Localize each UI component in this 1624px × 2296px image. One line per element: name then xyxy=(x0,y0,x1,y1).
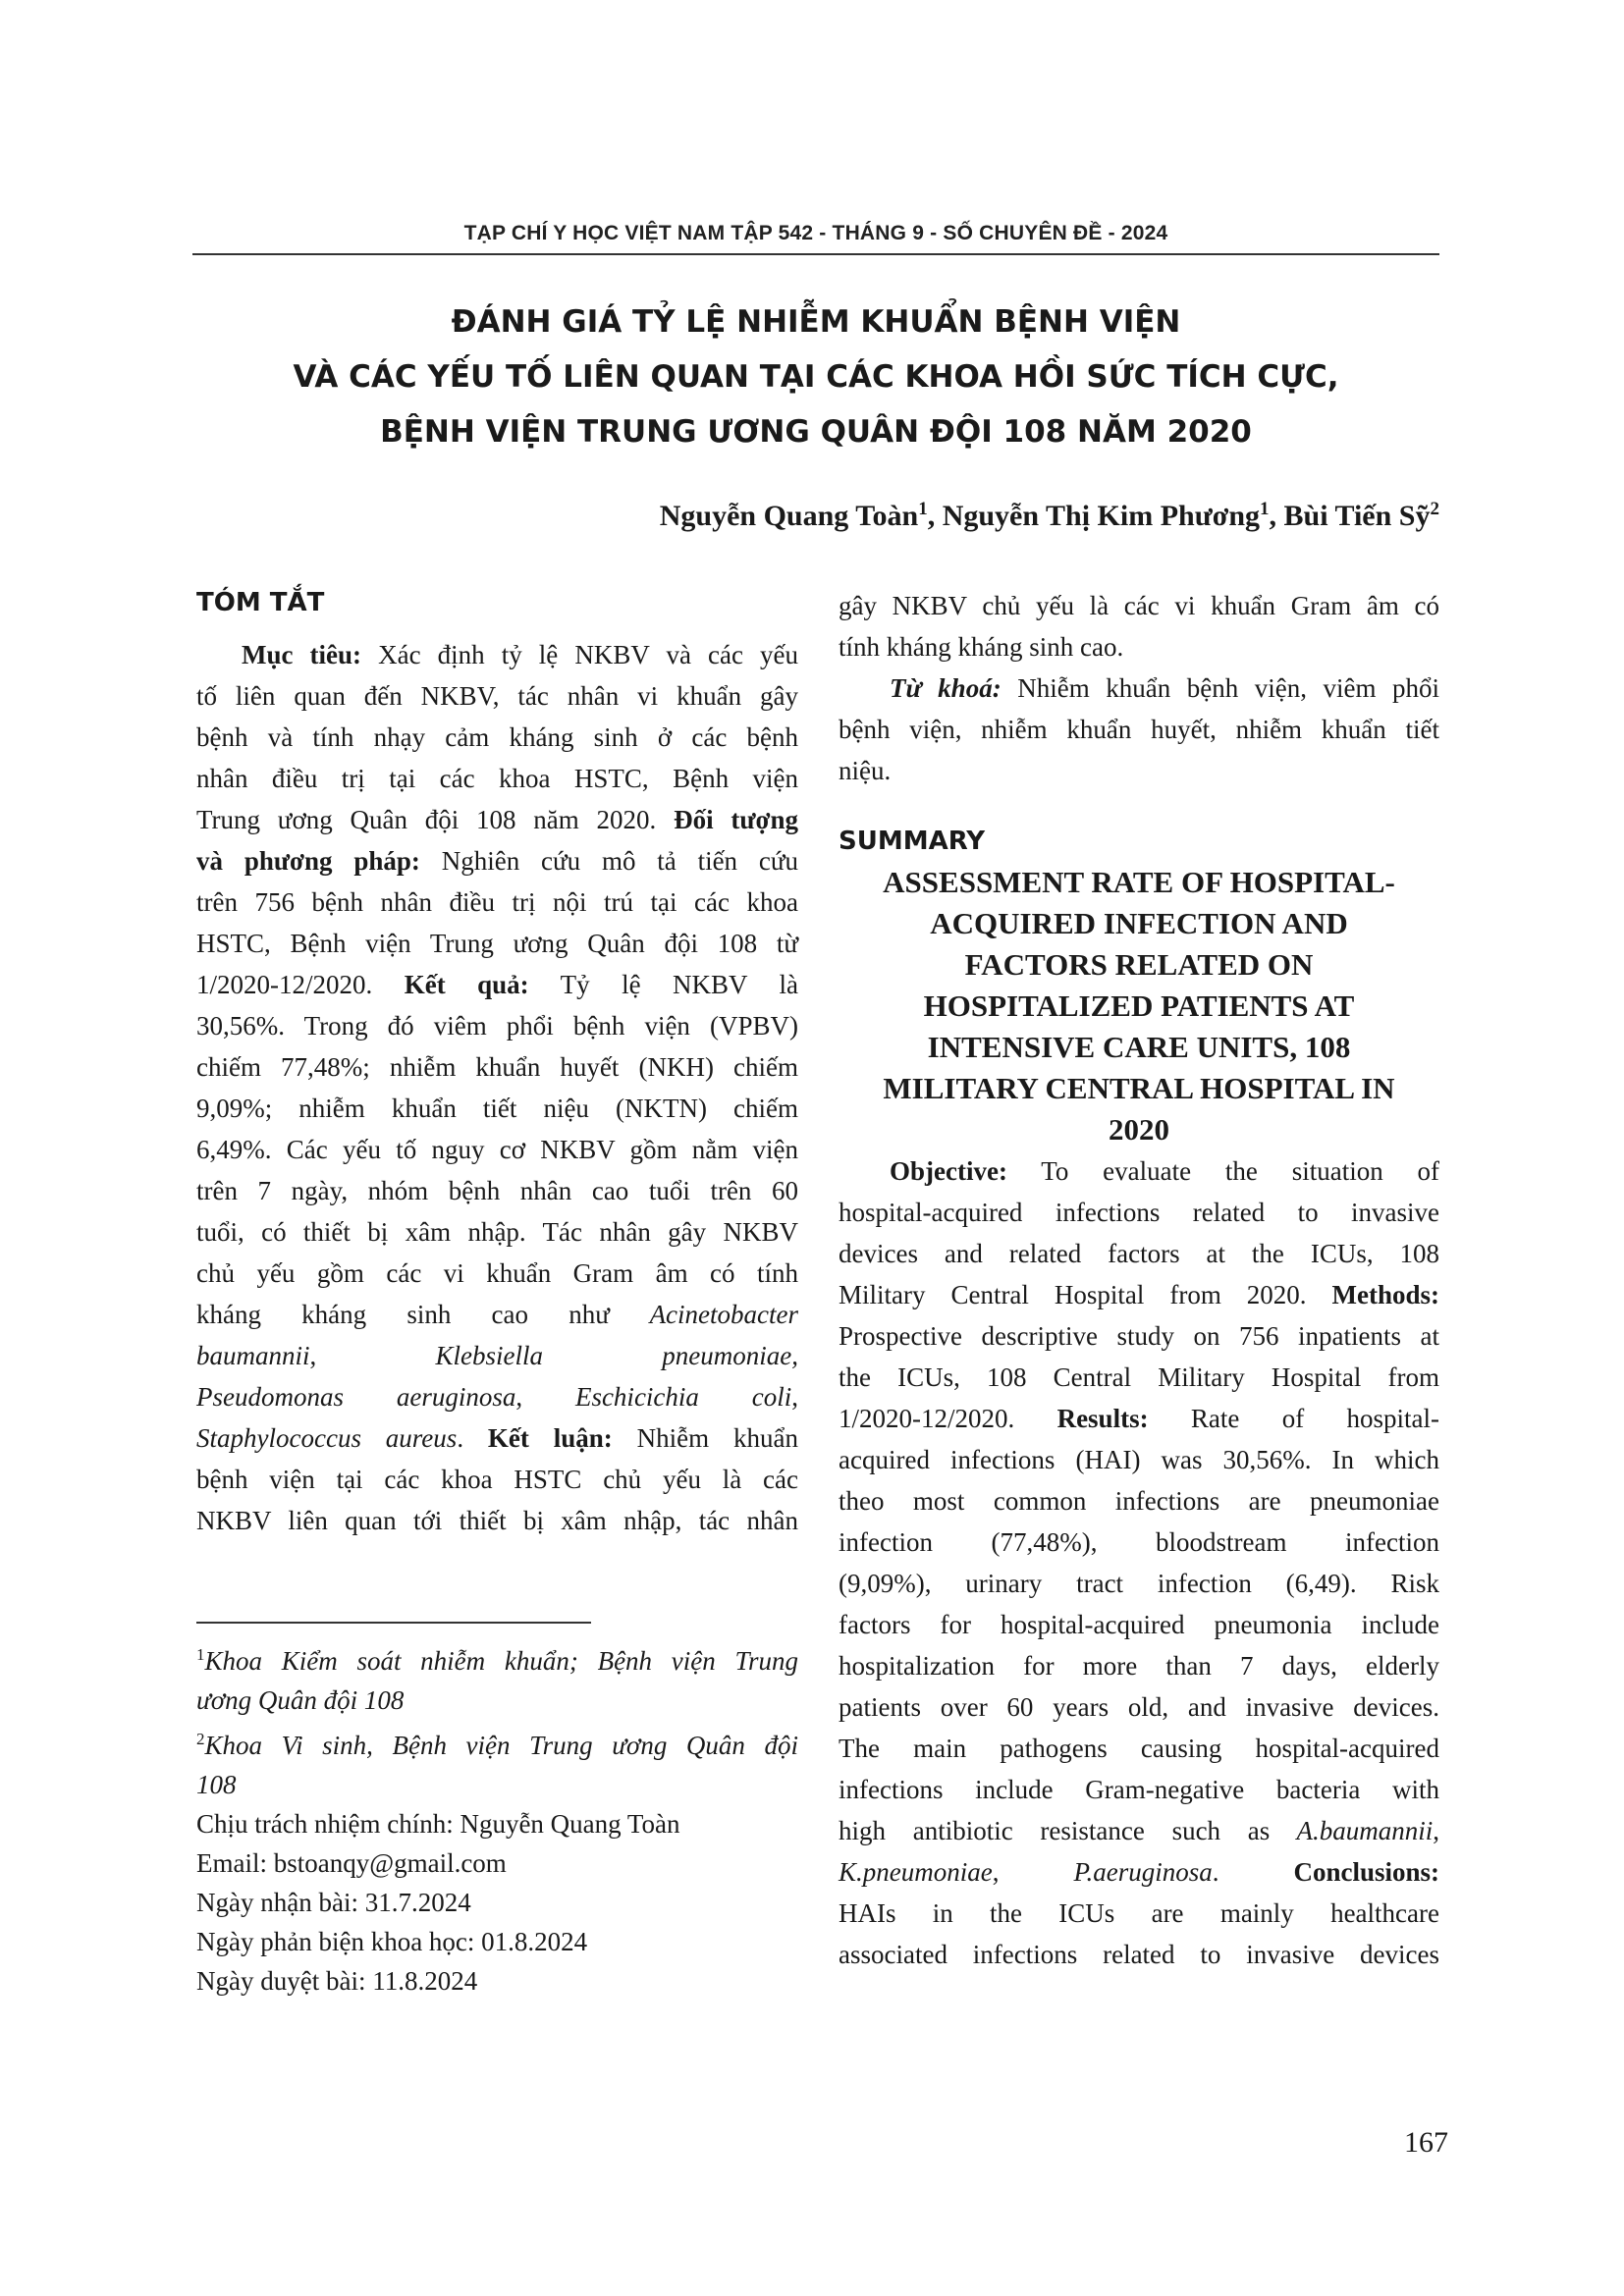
abstract-line-en: Objective: To evaluate the situation of xyxy=(890,1156,1439,1186)
abstract-line-en: Military Central Hospital from 2020. Methods: xyxy=(839,1280,1439,1309)
title-line-1: ĐÁNH GIÁ TỶ LỆ NHIỄM KHUẨN BỆNH VIỆN xyxy=(451,304,1181,340)
received-date: Ngày nhận bài: 31.7.2024 xyxy=(196,1888,471,1917)
header-rule xyxy=(192,253,1439,255)
abstract-line: chiếm 77,48%; nhiễm khuẩn huyết (NKH) chiếm xyxy=(196,1052,798,1082)
abstract-line: trên 756 bệnh nhân điều trị nội trú tại các khoa xyxy=(196,887,798,917)
abstract-line-en: hospital-acquired infections related to invasive xyxy=(839,1198,1439,1227)
abstract-line-en: acquired infections (HAI) was 30,56%. In which xyxy=(839,1445,1439,1474)
review-date: Ngày phản biện khoa học: 01.8.2024 xyxy=(196,1927,588,1956)
abstract-line-en: K.pneumoniae, P.aeruginosa. Conclusions: xyxy=(839,1857,1440,1887)
methods-label-en: Methods: xyxy=(1306,1280,1439,1309)
corresponding-author: Chịu trách nhiệm chính: Nguyễn Quang Toàn xyxy=(196,1809,680,1839)
abstract-line: bệnh viện tại các khoa HSTC chủ yếu là các xyxy=(196,1465,798,1494)
abstract-line-en: patients over 60 years old, and invasive devices. xyxy=(839,1692,1439,1722)
abstract-line: HSTC, Bệnh viện Trung ương Quân đội 108 từ xyxy=(196,929,798,958)
abstract-heading-en: SUMMARY xyxy=(839,827,986,856)
right-column xyxy=(839,585,1439,1975)
footnote-rule xyxy=(196,1622,591,1624)
abstract-line-en: Prospective descriptive study on 756 inpatients at xyxy=(839,1321,1439,1351)
abstract-line: tuổi, có thiết bị xâm nhập. Tác nhân gây NKBV xyxy=(196,1217,798,1247)
abstract-line: 9,09%; nhiễm khuẩn tiết niệu (NKTN) chiếm xyxy=(196,1094,798,1123)
vietnamese-abstract xyxy=(196,581,798,1541)
abstract-line: Pseudomonas aeruginosa, Eschicichia coli, xyxy=(196,1382,798,1412)
author-3-affiliation: 2 xyxy=(1430,499,1439,519)
abstract-line: và phương pháp: Nghiên cứu mô tả tiến cứu xyxy=(196,846,798,876)
author-1: Nguyễn Quang Toàn xyxy=(659,500,919,532)
abstract-line: Mục tiêu: Xác định tỷ lệ NKBV và các yếu xyxy=(242,640,799,669)
abstract-line-en: factors for hospital-acquired pneumonia include xyxy=(839,1610,1439,1639)
abstract-line-en: the ICUs, 108 Central Military Hospital from xyxy=(839,1362,1439,1392)
author-list xyxy=(660,499,1439,533)
abstract-line: tố liên quan đến NKBV, tác nhân vi khuẩn gây xyxy=(196,681,798,711)
conclusions-label-en: Conclusions: xyxy=(1293,1857,1440,1887)
abstract-line: trên 7 ngày, nhóm bệnh nhân cao tuổi trên 60 xyxy=(196,1176,798,1205)
abstract-line: NKBV liên quan tới thiết bị xâm nhập, tác nhân xyxy=(196,1506,798,1535)
abstract-line: gây NKBV chủ yếu là các vi khuẩn Gram âm có xyxy=(839,591,1439,620)
objective-label-vi: Mục tiêu: xyxy=(242,640,362,669)
keywords-line: Từ khoá: Nhiễm khuẩn bệnh viện, viêm phổi xyxy=(890,673,1439,703)
article-title xyxy=(192,294,1439,459)
abstract-line: tính kháng kháng sinh cao. xyxy=(839,632,1124,662)
abstract-line: baumannii, Klebsiella pneumoniae, xyxy=(196,1341,799,1370)
abstract-line-en: HAIs in the ICUs are mainly healthcare xyxy=(839,1898,1439,1928)
abstract-line: 1/2020-12/2020. Kết quả: Tỷ lệ NKBV là xyxy=(196,970,798,999)
abstract-line: 30,56%. Trong đó viêm phổi bệnh viện (VPBV) xyxy=(196,1011,798,1041)
author-2-affiliation: 1 xyxy=(1260,499,1270,519)
abstract-line: bệnh và tính nhạy cảm kháng sinh ở các bệnh xyxy=(196,722,798,752)
abstract-line-en: (9,09%), urinary tract infection (6,49). Risk xyxy=(839,1569,1439,1598)
abstract-heading-vi: TÓM TẮT xyxy=(196,588,325,617)
abstract-line: Trung ương Quân đội 108 năm 2020. Đối tượng xyxy=(196,805,798,834)
results-label-vi: Kết quả: xyxy=(372,970,529,999)
abstract-line: chủ yếu gồm các vi khuẩn Gram âm có tính xyxy=(196,1258,798,1288)
footnote-affiliation-1: $^1$Khoa Kiểm soát nhiễm khuẩn; Bệnh viện Trung xyxy=(196,1645,798,1676)
objective-label-en: Objective: xyxy=(890,1156,1007,1186)
page-number: 167 xyxy=(1404,2126,1448,2159)
abstract-line-en: associated infections related to invasive devices xyxy=(839,1940,1439,1969)
footnote-affiliation-2: $^2$Khoa Vi sinh, Bệnh viện Trung ương Quân đội xyxy=(196,1730,798,1760)
title-line-2: VÀ CÁC YẾU TỐ LIÊN QUAN TẠI CÁC KHOA HỒI SỨC TÍCH CỰC, xyxy=(293,359,1339,395)
abstract-line: nhân điều trị tại các khoa HSTC, Bệnh viện xyxy=(196,764,798,793)
running-header: TẠP CHÍ Y HỌC VIỆT NAM TẬP 542 - THÁNG 9 - SỐ CHUYÊN ĐỀ - 2024 xyxy=(463,222,1168,244)
author-3: , Bùi Tiến Sỹ xyxy=(1269,500,1431,532)
abstract-line: Staphylococcus aureus. Kết luận: Nhiễm khuẩn xyxy=(196,1423,798,1453)
contact-email: Email: bstoanqy@gmail.com xyxy=(196,1848,507,1878)
abstract-line-en: high antibiotic resistance such as A.baumannii, xyxy=(839,1816,1440,1845)
keywords-line: niệu. xyxy=(839,756,892,785)
abstract-line-en: theo most common infections are pneumoniae xyxy=(839,1486,1439,1516)
abstract-line-en: 1/2020-12/2020. Results: Rate of hospital- xyxy=(839,1404,1439,1433)
english-title: ASSESSMENT RATE OF HOSPITAL- ACQUIRED INFECTION AND FACTORS RELATED ON HOSPITALIZED PATIENTS AT INTENSIVE CARE UNITS, 108 MILITARY CENTRAL HOSPITAL IN 2020 xyxy=(883,865,1395,1147)
keywords-label-vi: Từ khoá: xyxy=(890,673,1001,703)
abstract-line-en: infections include Gram-negative bacteria with xyxy=(839,1775,1439,1804)
abstract-line-en: hospitalization for more than 7 days, elderly xyxy=(839,1651,1439,1681)
abstract-line: 6,49%. Các yếu tố nguy cơ NKBV gồm nằm viện xyxy=(196,1135,798,1164)
abstract-line-en: devices and related factors at the ICUs, 108 xyxy=(839,1239,1439,1268)
conclusion-label-vi: Kết luận: xyxy=(463,1423,613,1453)
results-label-en: Results: xyxy=(1014,1404,1149,1433)
author-2: , Nguyễn Thị Kim Phương xyxy=(927,500,1261,532)
author-1-affiliation: 1 xyxy=(918,499,928,519)
keywords-line: bệnh viện, nhiễm khuẩn huyết, nhiễm khuẩn tiết xyxy=(839,715,1439,744)
footnotes: $^1$Khoa Kiểm soát nhiễm khuẩn; Bệnh viện Trung ương Quân đội 108 $^2$Khoa Vi sinh, Bệnh viện Trung ương Quân đội 108 Chịu trách nhiệm chính: Nguyễn Quang Toàn Email: bstoanqy@gmail.com Ngày nhận bài: 31.7.2024 Ngày phản biện khoa học: 01.8.2024 Ngày duyệt bài: 11.8.2024 xyxy=(196,1635,798,2001)
accepted-date: Ngày duyệt bài: 11.8.2024 xyxy=(196,1966,478,1996)
methods-label-vi: Đối tượng xyxy=(656,805,798,834)
abstract-line-en: infection (77,48%), bloodstream infection xyxy=(839,1527,1439,1557)
abstract-line-en: The main pathogens causing hospital-acquired xyxy=(839,1734,1439,1763)
abstract-line: kháng kháng sinh cao như Acinetobacter xyxy=(196,1300,799,1329)
title-line-3: BỆNH VIỆN TRUNG ƯƠNG QUÂN ĐỘI 108 NĂM 2020 xyxy=(380,414,1252,450)
